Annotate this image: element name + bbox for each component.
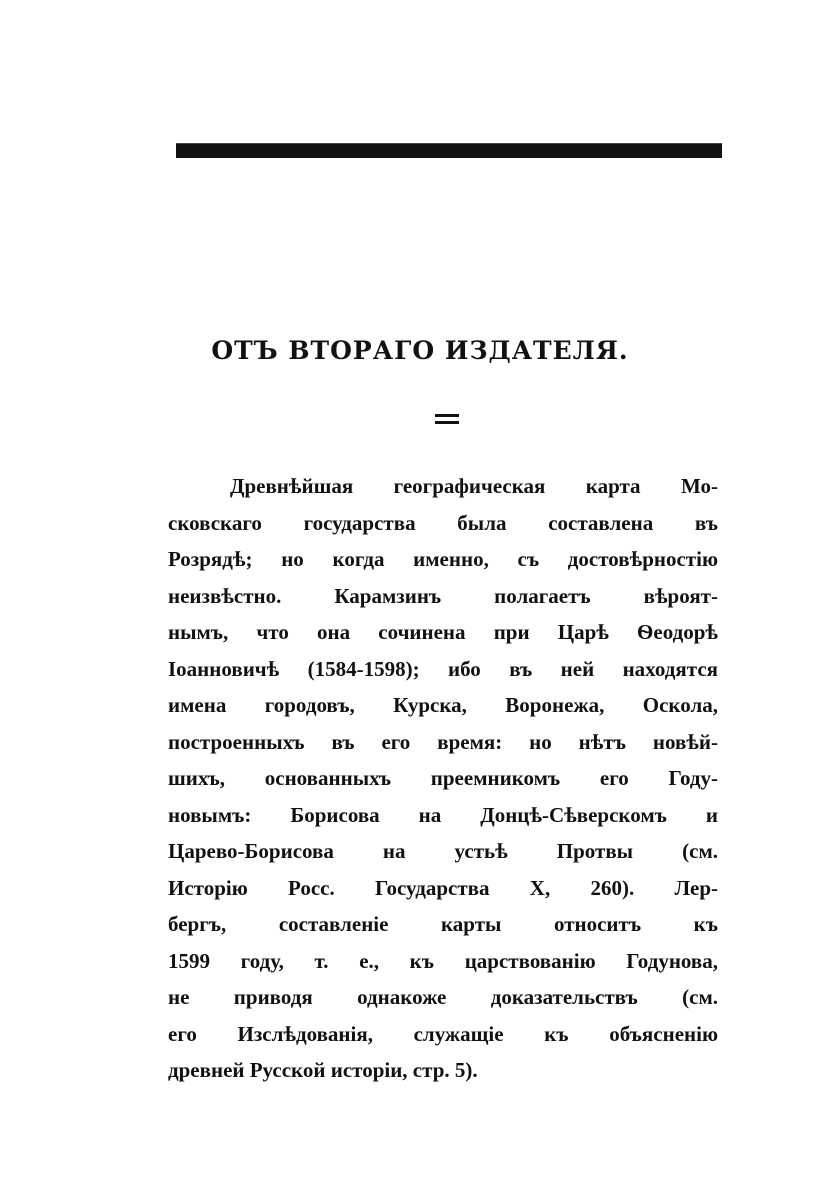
section-heading: ОТЪ ВТОРАГО ИЗДАТЕЛЯ. <box>211 336 629 365</box>
divider-line-top <box>435 414 459 417</box>
body-line: Исторію Росс. Государства X, 260). Лер- <box>168 875 718 900</box>
body-line: сковскаго государства была составлена въ <box>168 510 718 535</box>
body-line: шихъ, основанныхъ преемникомъ его Году- <box>168 766 718 790</box>
double-rule-divider <box>435 414 459 423</box>
body-line: имена городовъ, Курска, Воронежа, Оскола, <box>168 693 718 717</box>
body-line: бергъ, составленіе карты относитъ къ <box>168 912 718 936</box>
body-line: 1599 году, т. е., къ царствованію Годунова, <box>168 948 718 973</box>
divider-line-bottom <box>435 421 459 424</box>
top-rule <box>176 143 722 158</box>
body-line: новымъ: Борисова на Донцѣ-Сѣверскомъ и <box>168 802 718 827</box>
body-line: древней Русской исторіи, стр. 5). <box>168 1058 478 1082</box>
body-line: Древнѣйшая географическая карта Мо- <box>230 474 718 498</box>
body-line: не приводя однакоже доказательствъ (см. <box>168 985 718 1009</box>
body-line: неизвѣстно. Карамзинъ полагаетъ вѣроят- <box>168 583 718 608</box>
body-line: Іоанновичѣ (1584-1598); ибо въ ней находятся <box>168 656 718 681</box>
body-line: Розрядѣ; но когда именно, съ достовѣрностію <box>168 547 718 571</box>
body-line: его Изслѣдованія, служащіе къ объясненію <box>168 1021 718 1046</box>
body-paragraph <box>168 468 718 1089</box>
body-line: построенныхъ въ его время: но нѣтъ новѣй- <box>168 729 718 754</box>
body-line: нымъ, что она сочинена при Царѣ Ѳеодорѣ <box>168 620 718 644</box>
body-line: Царево-Борисова на устьѣ Протвы (см. <box>168 839 718 863</box>
